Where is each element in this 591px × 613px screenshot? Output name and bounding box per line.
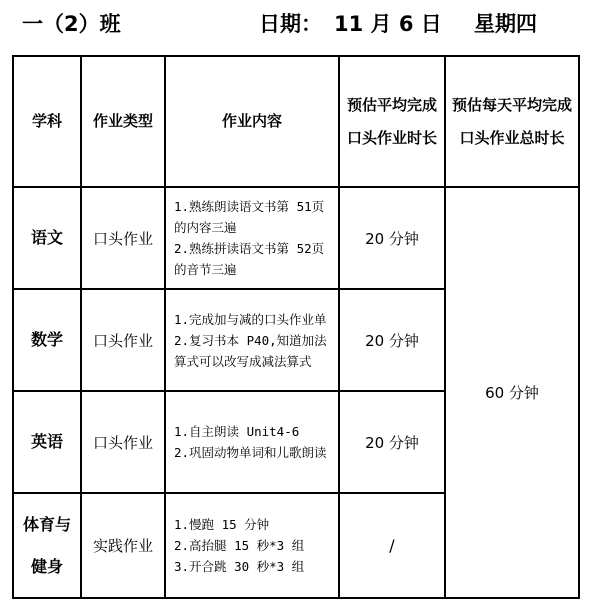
content-line: 1.熟练朗读语文书第 51页的内容三遍 xyxy=(174,199,325,235)
content-cell xyxy=(165,289,339,391)
weekday: 星期四 xyxy=(474,12,537,36)
column-header-subject: 学科 xyxy=(13,56,81,187)
time-cell: 20 分钟 xyxy=(339,289,445,391)
content-cell xyxy=(165,187,339,289)
time-cell: 20 分钟 xyxy=(339,187,445,289)
content-line: 2.高抬腿 15 秒*3 组 xyxy=(174,538,305,553)
class-name: 一（2）班 xyxy=(22,12,121,36)
total-time-cell: 60 分钟 xyxy=(445,187,579,598)
type-cell: 口头作业 xyxy=(81,289,165,391)
subject-cell: 英语 xyxy=(13,391,81,493)
content-cell xyxy=(165,391,339,493)
page-header xyxy=(0,8,591,40)
date-label: 日期： xyxy=(259,12,322,36)
subject-cell: 体育与健身 xyxy=(13,493,81,598)
content-line: 3.开合跳 30 秒*3 组 xyxy=(174,559,305,574)
homework-table xyxy=(12,55,580,599)
column-header-avg-time: 预估平均完成口头作业时长 xyxy=(339,56,445,187)
subject-cell: 语文 xyxy=(13,187,81,289)
content-line: 1.完成加与减的口头作业单 xyxy=(174,311,327,327)
subject-cell: 数学 xyxy=(13,289,81,391)
column-header-content: 作业内容 xyxy=(165,56,339,187)
content-line: 2.复习书本 P40,知道加法算式可以改写成减法算式 xyxy=(174,332,327,369)
content-line: 2.熟练拼读语文书第 52页的音节三遍 xyxy=(174,241,325,277)
content-line: 2.巩固动物单词和儿歌朗读 xyxy=(174,445,327,460)
type-cell: 口头作业 xyxy=(81,187,165,289)
column-header-total-time: 预估每天平均完成口头作业总时长 xyxy=(445,56,579,187)
type-cell: 实践作业 xyxy=(81,493,165,598)
type-cell: 口头作业 xyxy=(81,391,165,493)
date-value: 11 月 6 日 xyxy=(334,12,442,36)
content-cell xyxy=(165,493,339,598)
content-line: 1.慢跑 15 分钟 xyxy=(174,517,270,532)
time-cell: / xyxy=(339,493,445,598)
content-line: 1.自主朗读 Unit4-6 xyxy=(174,424,300,439)
table-header-row xyxy=(13,56,579,187)
table-row xyxy=(13,187,579,289)
column-header-type: 作业类型 xyxy=(81,56,165,187)
time-cell: 20 分钟 xyxy=(339,391,445,493)
